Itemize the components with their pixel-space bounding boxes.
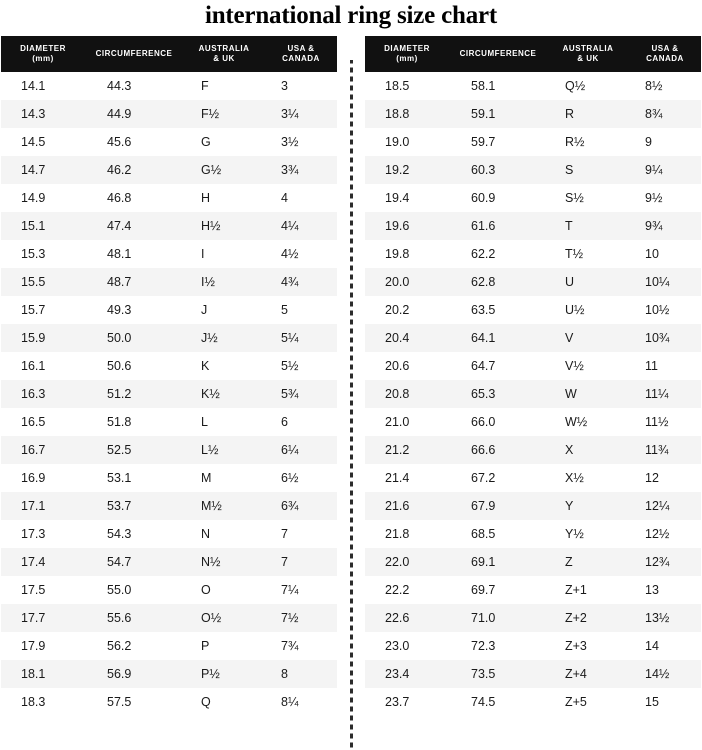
column-header-line-1: CIRCUMFERENCE	[459, 49, 537, 58]
table-row	[365, 408, 701, 436]
table-row	[365, 128, 701, 156]
column-header-usa-canada	[265, 36, 337, 72]
table-cell: 8¼	[265, 688, 337, 716]
table-cell: 16.5	[1, 408, 85, 436]
table-cell: 11¼	[629, 380, 701, 408]
table-row	[365, 520, 701, 548]
table-cell: 67.9	[449, 492, 547, 520]
table-row	[1, 184, 337, 212]
table-cell: K½	[183, 380, 265, 408]
table-cell: Z+1	[547, 576, 629, 604]
table-cell: Z	[547, 548, 629, 576]
table-cell: Q½	[547, 72, 629, 100]
divider-line	[350, 60, 353, 750]
table-cell: 20.6	[365, 352, 449, 380]
table-cell: 20.8	[365, 380, 449, 408]
right-table-body	[365, 72, 701, 716]
table-cell: 71.0	[449, 604, 547, 632]
left-size-table	[1, 36, 337, 716]
table-cell: 55.6	[85, 604, 183, 632]
table-cell: 23.7	[365, 688, 449, 716]
table-row	[1, 492, 337, 520]
table-cell: 74.5	[449, 688, 547, 716]
table-cell: 69.7	[449, 576, 547, 604]
table-cell: Y½	[547, 520, 629, 548]
table-row	[365, 436, 701, 464]
table-cell: 54.7	[85, 548, 183, 576]
table-cell: W	[547, 380, 629, 408]
table-row	[365, 212, 701, 240]
table-cell: 59.7	[449, 128, 547, 156]
table-cell: 16.9	[1, 464, 85, 492]
table-cell: F½	[183, 100, 265, 128]
table-cell: 10½	[629, 296, 701, 324]
table-row	[365, 240, 701, 268]
table-cell: 45.6	[85, 128, 183, 156]
table-cell: 10¾	[629, 324, 701, 352]
table-cell: 21.4	[365, 464, 449, 492]
table-cell: 56.2	[85, 632, 183, 660]
table-cell: 4¼	[265, 212, 337, 240]
table-cell: 57.5	[85, 688, 183, 716]
column-header-australia-uk	[183, 36, 265, 72]
table-row	[1, 100, 337, 128]
table-cell: 58.1	[449, 72, 547, 100]
table-cell: 14.9	[1, 184, 85, 212]
table-cell: 5¾	[265, 380, 337, 408]
table-cell: 9½	[629, 184, 701, 212]
table-cell: 48.7	[85, 268, 183, 296]
table-cell: 62.2	[449, 240, 547, 268]
table-cell: R	[547, 100, 629, 128]
table-row	[1, 128, 337, 156]
table-cell: 7	[265, 548, 337, 576]
table-cell: 21.0	[365, 408, 449, 436]
table-cell: I	[183, 240, 265, 268]
table-cell: 50.6	[85, 352, 183, 380]
table-cell: 19.4	[365, 184, 449, 212]
left-table-wrapper	[1, 36, 337, 716]
table-cell: L	[183, 408, 265, 436]
table-cell: 11	[629, 352, 701, 380]
table-cell: 56.9	[85, 660, 183, 688]
table-cell: 16.7	[1, 436, 85, 464]
table-cell: 3½	[265, 128, 337, 156]
table-cell: 67.2	[449, 464, 547, 492]
table-cell: 6¾	[265, 492, 337, 520]
column-header-australia-uk	[547, 36, 629, 72]
table-cell: 66.6	[449, 436, 547, 464]
table-cell: 7	[265, 520, 337, 548]
table-row	[365, 604, 701, 632]
table-row	[365, 632, 701, 660]
table-row	[365, 464, 701, 492]
table-cell: 12¾	[629, 548, 701, 576]
table-cell: 18.3	[1, 688, 85, 716]
table-cell: 15.9	[1, 324, 85, 352]
table-cell: 14.5	[1, 128, 85, 156]
table-row	[365, 352, 701, 380]
right-table-wrapper	[365, 36, 701, 716]
table-cell: 7¼	[265, 576, 337, 604]
table-row	[365, 156, 701, 184]
table-row	[1, 688, 337, 716]
table-cell: I½	[183, 268, 265, 296]
table-cell: 12½	[629, 520, 701, 548]
table-cell: V½	[547, 352, 629, 380]
table-cell: 5½	[265, 352, 337, 380]
column-header-line-1: AUSTRALIA	[198, 44, 250, 53]
table-cell: 18.8	[365, 100, 449, 128]
table-cell: T½	[547, 240, 629, 268]
table-cell: 13	[629, 576, 701, 604]
table-cell: S½	[547, 184, 629, 212]
column-header-line-2: (mm)	[32, 54, 54, 63]
table-cell: 7¾	[265, 632, 337, 660]
table-cell: 62.8	[449, 268, 547, 296]
table-cell: 60.9	[449, 184, 547, 212]
table-cell: 17.9	[1, 632, 85, 660]
table-row	[365, 324, 701, 352]
table-cell: 68.5	[449, 520, 547, 548]
table-row	[365, 688, 701, 716]
table-cell: 22.2	[365, 576, 449, 604]
table-cell: 10¼	[629, 268, 701, 296]
tables-container	[0, 36, 702, 750]
table-row	[1, 576, 337, 604]
table-cell: 59.1	[449, 100, 547, 128]
table-cell: 19.2	[365, 156, 449, 184]
table-cell: 19.6	[365, 212, 449, 240]
table-cell: 13½	[629, 604, 701, 632]
column-header-line-1: USA &	[651, 44, 679, 53]
table-cell: 61.6	[449, 212, 547, 240]
table-cell: 8	[265, 660, 337, 688]
table-cell: 19.8	[365, 240, 449, 268]
right-size-table	[365, 36, 701, 716]
table-cell: 8¾	[629, 100, 701, 128]
table-cell: 17.3	[1, 520, 85, 548]
table-row	[1, 240, 337, 268]
table-cell: 17.5	[1, 576, 85, 604]
table-cell: U½	[547, 296, 629, 324]
table-cell: 44.9	[85, 100, 183, 128]
table-cell: 63.5	[449, 296, 547, 324]
table-row	[1, 72, 337, 100]
table-cell: J	[183, 296, 265, 324]
table-cell: M	[183, 464, 265, 492]
table-cell: 46.8	[85, 184, 183, 212]
table-cell: 49.3	[85, 296, 183, 324]
column-header-line-2: (mm)	[396, 54, 418, 63]
table-row	[1, 436, 337, 464]
column-header-diameter	[365, 36, 449, 72]
table-cell: 16.3	[1, 380, 85, 408]
table-row	[1, 380, 337, 408]
table-row	[365, 380, 701, 408]
right-header-row	[365, 36, 701, 72]
table-cell: 9¾	[629, 212, 701, 240]
table-cell: 72.3	[449, 632, 547, 660]
table-cell: 17.1	[1, 492, 85, 520]
table-cell: X½	[547, 464, 629, 492]
table-cell: 21.6	[365, 492, 449, 520]
table-row	[1, 632, 337, 660]
table-cell: M½	[183, 492, 265, 520]
table-cell: 23.4	[365, 660, 449, 688]
column-header-line-1: DIAMETER	[20, 44, 66, 53]
table-cell: 23.0	[365, 632, 449, 660]
column-header-line-2: & UK	[577, 54, 599, 63]
column-header-line-1: AUSTRALIA	[562, 44, 614, 53]
table-row	[365, 268, 701, 296]
column-header-line-2: CANADA	[282, 54, 320, 63]
table-cell: 14.3	[1, 100, 85, 128]
table-cell: G	[183, 128, 265, 156]
table-row	[1, 660, 337, 688]
table-cell: W½	[547, 408, 629, 436]
table-cell: S	[547, 156, 629, 184]
table-cell: Z+2	[547, 604, 629, 632]
table-row	[1, 296, 337, 324]
table-cell: Z+5	[547, 688, 629, 716]
table-cell: P	[183, 632, 265, 660]
table-cell: 17.7	[1, 604, 85, 632]
table-cell: L½	[183, 436, 265, 464]
table-cell: G½	[183, 156, 265, 184]
table-cell: 15.1	[1, 212, 85, 240]
table-cell: O	[183, 576, 265, 604]
table-cell: 52.5	[85, 436, 183, 464]
table-cell: 4½	[265, 240, 337, 268]
left-header-row	[1, 36, 337, 72]
table-row	[365, 660, 701, 688]
table-cell: 60.3	[449, 156, 547, 184]
table-cell: F	[183, 72, 265, 100]
table-cell: V	[547, 324, 629, 352]
table-cell: 12¼	[629, 492, 701, 520]
table-cell: 9¼	[629, 156, 701, 184]
table-cell: 20.0	[365, 268, 449, 296]
table-cell: 7½	[265, 604, 337, 632]
table-cell: 53.7	[85, 492, 183, 520]
table-cell: 21.8	[365, 520, 449, 548]
column-header-line-1: DIAMETER	[384, 44, 430, 53]
table-cell: 19.0	[365, 128, 449, 156]
table-row	[365, 296, 701, 324]
table-cell: 22.6	[365, 604, 449, 632]
table-cell: 4¾	[265, 268, 337, 296]
table-cell: 14½	[629, 660, 701, 688]
column-header-line-1: CIRCUMFERENCE	[95, 49, 173, 58]
table-row	[1, 520, 337, 548]
table-cell: 8½	[629, 72, 701, 100]
left-table-head	[1, 36, 337, 72]
table-cell: 15.3	[1, 240, 85, 268]
table-cell: R½	[547, 128, 629, 156]
left-table-body	[1, 72, 337, 716]
table-cell: Q	[183, 688, 265, 716]
table-row	[1, 324, 337, 352]
table-cell: 53.1	[85, 464, 183, 492]
page-title: international ring size chart	[204, 2, 498, 29]
table-cell: 55.0	[85, 576, 183, 604]
table-cell: 50.0	[85, 324, 183, 352]
column-header-line-2: & UK	[213, 54, 235, 63]
table-cell: 10	[629, 240, 701, 268]
table-cell: 16.1	[1, 352, 85, 380]
table-cell: Y	[547, 492, 629, 520]
table-cell: 65.3	[449, 380, 547, 408]
table-cell: H	[183, 184, 265, 212]
table-cell: 54.3	[85, 520, 183, 548]
ring-size-chart-page	[0, 2, 702, 749]
table-row	[365, 576, 701, 604]
table-cell: 6½	[265, 464, 337, 492]
table-cell: 3¼	[265, 100, 337, 128]
table-cell: Z+3	[547, 632, 629, 660]
table-row	[1, 604, 337, 632]
table-cell: 4	[265, 184, 337, 212]
table-cell: 51.2	[85, 380, 183, 408]
table-cell: 6¼	[265, 436, 337, 464]
table-cell: 69.1	[449, 548, 547, 576]
table-cell: 51.8	[85, 408, 183, 436]
table-cell: 3	[265, 72, 337, 100]
table-cell: 21.2	[365, 436, 449, 464]
table-cell: 14	[629, 632, 701, 660]
table-cell: 15.7	[1, 296, 85, 324]
table-row	[1, 156, 337, 184]
table-row	[1, 268, 337, 296]
column-header-diameter	[1, 36, 85, 72]
table-cell: 15	[629, 688, 701, 716]
table-row	[365, 100, 701, 128]
table-cell: 5¼	[265, 324, 337, 352]
table-cell: U	[547, 268, 629, 296]
table-cell: 14.7	[1, 156, 85, 184]
table-cell: 17.4	[1, 548, 85, 576]
column-header-circumference	[85, 36, 183, 72]
table-cell: 20.2	[365, 296, 449, 324]
table-row	[1, 548, 337, 576]
table-cell: 12	[629, 464, 701, 492]
table-cell: J½	[183, 324, 265, 352]
table-cell: 5	[265, 296, 337, 324]
table-cell: 11½	[629, 408, 701, 436]
table-cell: P½	[183, 660, 265, 688]
table-cell: 11¾	[629, 436, 701, 464]
table-cell: O½	[183, 604, 265, 632]
table-cell: 15.5	[1, 268, 85, 296]
table-cell: 3¾	[265, 156, 337, 184]
table-cell: 9	[629, 128, 701, 156]
table-row	[365, 72, 701, 100]
table-cell: 64.7	[449, 352, 547, 380]
table-row	[365, 184, 701, 212]
table-row	[1, 352, 337, 380]
column-header-usa-canada	[629, 36, 701, 72]
right-table-head	[365, 36, 701, 72]
table-cell: 20.4	[365, 324, 449, 352]
table-cell: 18.5	[365, 72, 449, 100]
table-cell: N½	[183, 548, 265, 576]
table-cell: H½	[183, 212, 265, 240]
table-cell: 73.5	[449, 660, 547, 688]
table-row	[1, 408, 337, 436]
table-row	[365, 548, 701, 576]
table-cell: T	[547, 212, 629, 240]
table-row	[365, 492, 701, 520]
table-cell: 46.2	[85, 156, 183, 184]
table-cell: N	[183, 520, 265, 548]
table-cell: X	[547, 436, 629, 464]
table-cell: 47.4	[85, 212, 183, 240]
table-cell: 44.3	[85, 72, 183, 100]
column-header-circumference	[449, 36, 547, 72]
column-header-line-2: CANADA	[646, 54, 684, 63]
table-cell: K	[183, 352, 265, 380]
vertical-dotted-divider	[347, 36, 355, 750]
table-cell: 18.1	[1, 660, 85, 688]
table-cell: Z+4	[547, 660, 629, 688]
table-row	[1, 212, 337, 240]
table-cell: 66.0	[449, 408, 547, 436]
table-cell: 22.0	[365, 548, 449, 576]
column-header-line-1: USA &	[287, 44, 315, 53]
table-cell: 14.1	[1, 72, 85, 100]
table-cell: 48.1	[85, 240, 183, 268]
table-row	[1, 464, 337, 492]
table-cell: 6	[265, 408, 337, 436]
table-cell: 64.1	[449, 324, 547, 352]
